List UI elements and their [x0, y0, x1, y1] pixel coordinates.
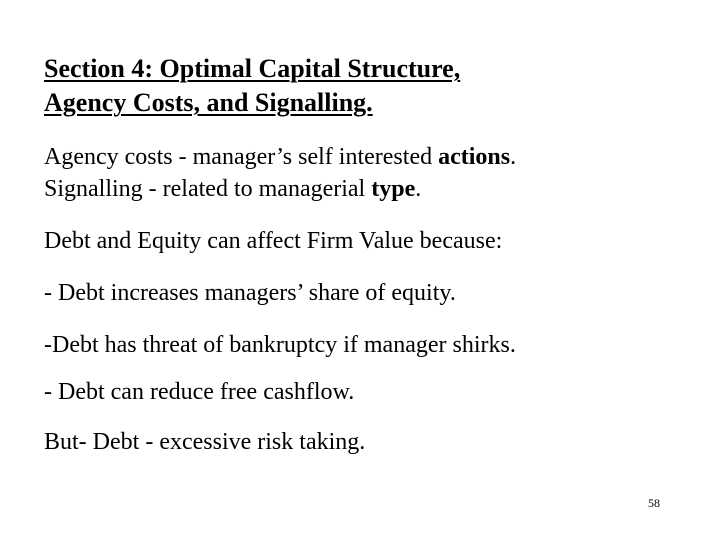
point-free-cashflow: - Debt can reduce free cashflow.	[44, 379, 355, 405]
signalling-period: .	[415, 176, 422, 202]
signalling-keyword: type	[371, 176, 416, 202]
signalling-text: Signalling - related to managerial	[44, 176, 372, 202]
point-bankruptcy-threat: -Debt has threat of bankruptcy if manager shirks.	[44, 332, 516, 358]
agency-costs-line	[44, 142, 516, 172]
firm-value-intro: Debt and Equity can affect Firm Value because:	[44, 228, 503, 254]
page-number: 58	[648, 496, 660, 510]
agency-costs-text: Agency costs - manager’s self interested	[44, 144, 439, 170]
caveat-risk-taking: But- Debt - excessive risk taking.	[44, 429, 366, 455]
agency-costs-keyword: actions	[438, 144, 511, 170]
slide-title-line-1: Section 4: Optimal Capital Structure,	[44, 54, 461, 83]
point-managers-share: - Debt increases managers’ share of equity.	[44, 280, 456, 306]
signalling-line	[44, 174, 421, 204]
slide-title	[44, 52, 684, 120]
slide-title-line-2: Agency Costs, and Signalling.	[44, 88, 373, 117]
agency-costs-period: .	[510, 144, 517, 170]
